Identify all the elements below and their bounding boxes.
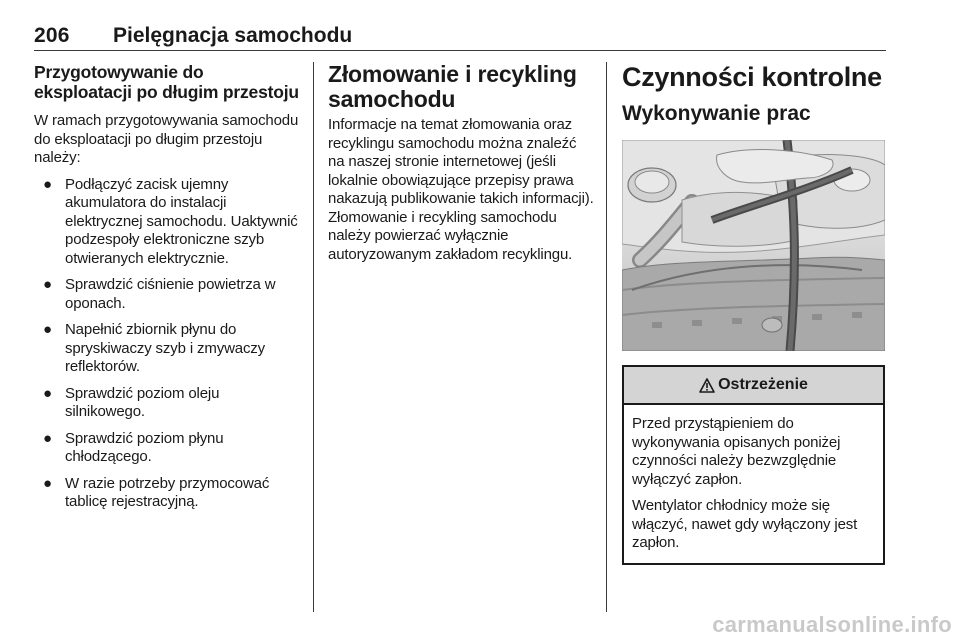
column-divider-left xyxy=(313,62,314,612)
bullet-icon: ● xyxy=(43,276,52,293)
engine-bay-illustration xyxy=(622,140,885,351)
list-item xyxy=(34,321,302,377)
list-item xyxy=(34,385,302,422)
column-divider-right xyxy=(606,62,607,612)
warning-paragraph: Wentylator chłodnicy może się włączyć, nawet gdy wyłączony jest zapłon. xyxy=(632,497,858,551)
watermark: carmanualsonline.info xyxy=(712,612,952,637)
warning-body xyxy=(624,405,883,563)
section-heading-checks: Czynności kontrolne xyxy=(622,62,882,92)
list-item-text: Podłączyć zacisk ujemny akumulatora do instalacji elektrycznej samochodu. Uaktywnić podzespoły elektroniczne szyb otwieranych elektrycznie. xyxy=(65,175,298,267)
column-checks xyxy=(622,62,886,565)
list-item-text: W razie potrzeby przymocować tablicę rejestracyjną. xyxy=(65,474,270,510)
list-item xyxy=(34,176,302,269)
storage-checklist xyxy=(34,176,302,512)
warning-header xyxy=(624,367,883,405)
header-rule xyxy=(34,50,886,51)
section-heading-storage: Przygotowywanie do eksploatacji po długim przestoju xyxy=(34,62,299,102)
running-title: Pielęgnacja samochodu xyxy=(113,24,353,47)
bullet-icon: ● xyxy=(43,384,52,402)
subheading-performing-work: Wykonywanie prac xyxy=(622,102,811,125)
column-storage-prep xyxy=(34,62,302,520)
bullet-icon: ● xyxy=(43,175,52,193)
section-heading-recycling: Złomowanie i recykling samochodu xyxy=(328,61,577,112)
list-item-text: Napełnić zbiornik płynu do spryskiwaczy szyb i zmywaczy reflektorów. xyxy=(65,321,265,375)
storage-intro-text: W ramach przygotowywania samochodu do eksploatacji po długim przestoju należy: xyxy=(34,112,299,166)
page-number: 206 xyxy=(34,24,70,47)
list-item-text: Sprawdzić poziom oleju silnikowego. xyxy=(65,384,220,420)
column-recycling xyxy=(328,62,596,264)
warning-title: Ostrzeżenie xyxy=(718,376,808,393)
list-item xyxy=(34,430,302,467)
list-item xyxy=(34,475,302,512)
bullet-icon: ● xyxy=(43,474,52,492)
warning-triangle-icon xyxy=(699,378,715,393)
list-item-text: Sprawdzić poziom płynu chłodzącego. xyxy=(65,429,224,465)
list-item-text: Sprawdzić ciśnienie powietrza w oponach. xyxy=(65,276,276,312)
bullet-icon: ● xyxy=(43,321,52,338)
warning-paragraph: Przed przystąpieniem do wykonywania opisanych poniżej czynności należy bezwzględnie wyłączyć zapłon. xyxy=(632,415,841,488)
recycling-body-text: Informacje na temat złomowania oraz recyklingu samochodu można znaleźć na naszej stronie internetowej (jeśli lokalnie obowiązujące przepisy prawa nakazują publikowanie takich informacji). Złomowanie i recykling samochodu należy powierzać wyłącznie autoryzowanym zakładom recyklingu. xyxy=(328,116,594,263)
list-item xyxy=(34,276,302,313)
bullet-icon: ● xyxy=(43,429,52,447)
warning-box xyxy=(622,365,885,565)
